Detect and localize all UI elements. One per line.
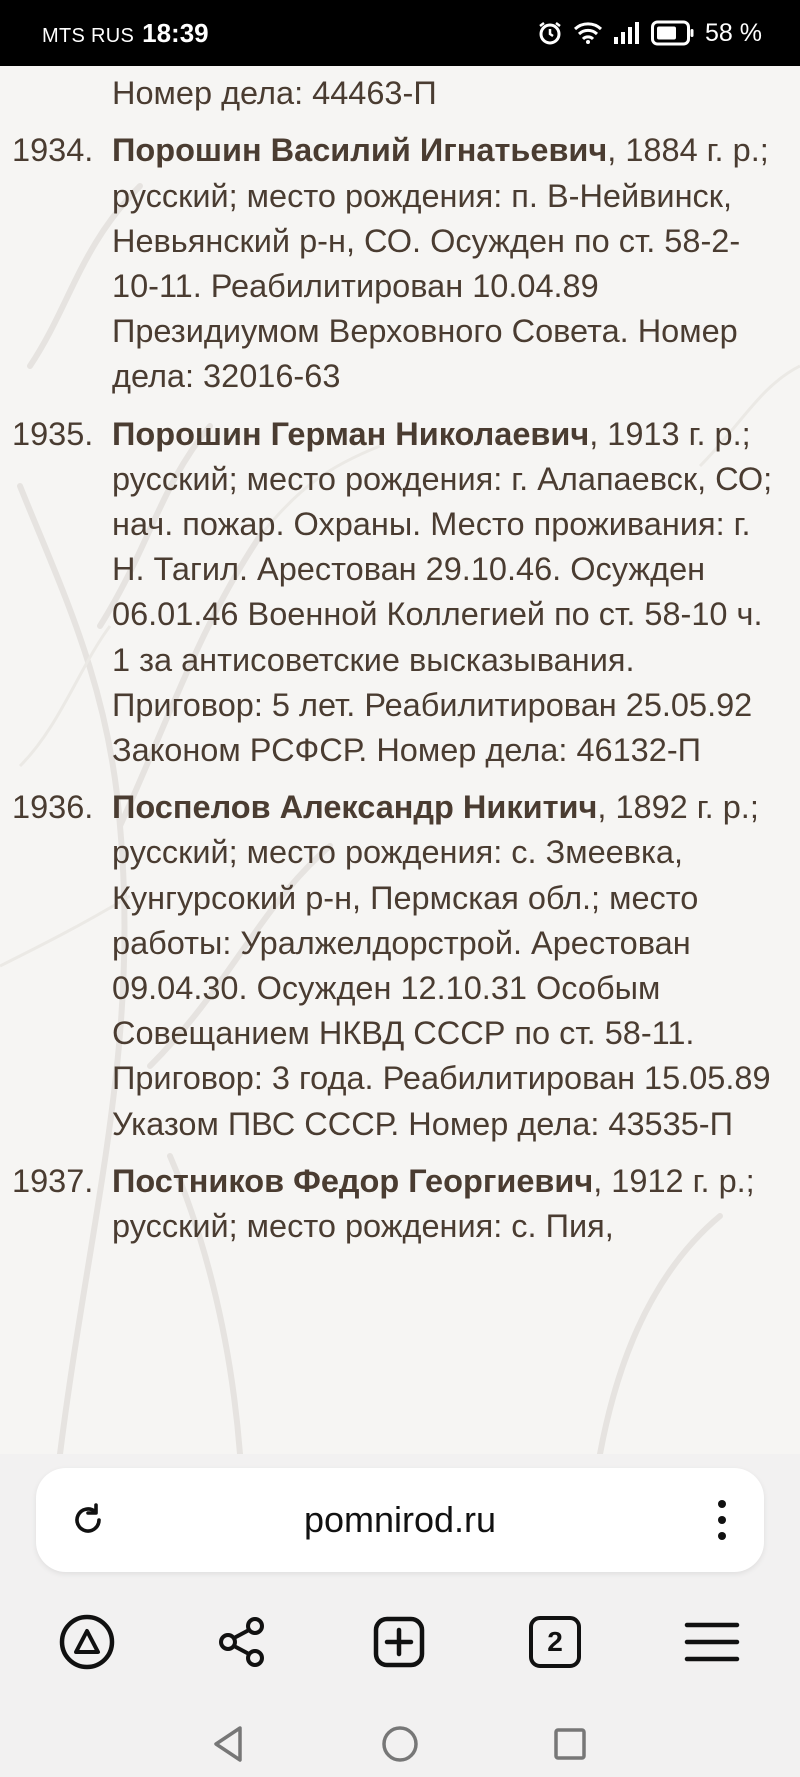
clock: 18:39 <box>142 17 209 48</box>
entry-number: 1934. <box>12 132 94 169</box>
recents-square-icon[interactable] <box>548 1722 592 1766</box>
entry-number: 1935. <box>12 415 94 452</box>
alice-assistant-icon[interactable] <box>47 1602 127 1682</box>
system-navigation-bar <box>0 1712 800 1772</box>
wifi-icon <box>573 21 603 45</box>
entry-details: , 1884 г. р.; русский; место рождения: п. В-Нейвинск, Невьянский р-н, СО. Осужден по ст. 58-2-10-11. Реабилитирован 10.04.89 Президиумом Верховного Совета. Номер дела: 32016-63 <box>112 132 769 395</box>
entry-number: 1937. <box>12 1162 94 1199</box>
battery-icon <box>651 20 695 46</box>
entry-name: Постников Федор Георгиевич <box>112 1162 594 1199</box>
entry-name: Порошин Герман Николаевич <box>112 415 590 452</box>
list-item <box>0 128 800 399</box>
entry-name: Порошин Василий Игнатьевич <box>112 132 608 169</box>
entry-details: , 1912 г. р.; русский; место рождения: с. Пия, <box>112 1162 755 1245</box>
alarm-icon <box>537 20 563 46</box>
list-item <box>0 785 800 1147</box>
add-tab-icon[interactable] <box>359 1602 439 1682</box>
victims-list <box>0 66 800 1261</box>
list-item <box>0 412 800 774</box>
entry-details: , 1913 г. р.; русский; место рождения: г. Алапаевск, СО; нач. пожар. Охраны. Место проживания: г. Н. Тагил. Арестован 29.10.46. Осужден 06.01.46 Военной Коллегией по ст. 58-10 ч. 1 за антисоветские высказывания. Приговор: 5 лет. Реабилитирован 25.05.92 Законом РСФСР. Номер дела: 46132-П <box>112 415 773 769</box>
list-item <box>0 1159 800 1249</box>
entry-details: Номер дела: 44463-П <box>112 75 437 112</box>
status-bar <box>0 0 800 66</box>
entry-number: 1936. <box>12 789 94 826</box>
tabs-icon[interactable] <box>515 1602 595 1682</box>
url-text[interactable]: pomnirod.ru <box>303 1499 497 1540</box>
share-icon[interactable] <box>202 1602 282 1682</box>
carrier-label: MTS RUS <box>42 24 135 47</box>
signal-icon <box>613 21 641 45</box>
browser-bottom-bar <box>0 1454 800 1777</box>
address-bar[interactable] <box>36 1468 764 1572</box>
entry-name: Поспелов Александр Никитич <box>112 789 598 826</box>
page-content[interactable] <box>0 66 800 1454</box>
tab-count: 2 <box>529 1616 581 1668</box>
entry-details: , 1892 г. р.; русский; место рождения: с. Змеевка, Кунгурсокий р-н, Пермская обл.; место работы: Уралжелдорстрой. Арестован 09.04.30. Осужден 12.10.31 Особым Совещанием НКВД СССР по ст. 58-11. Приговор: 3 года. Реабилитирован 15.05.89 Указом ПВС СССР. Номер дела: 43535-П <box>112 789 771 1142</box>
home-circle-icon[interactable] <box>378 1722 422 1766</box>
list-item <box>0 66 800 116</box>
back-triangle-icon[interactable] <box>206 1722 250 1766</box>
browser-toolbar <box>0 1602 800 1682</box>
more-vert-icon[interactable] <box>712 1498 732 1542</box>
hamburger-menu-icon[interactable] <box>672 1602 752 1682</box>
battery-percent: 58 % <box>705 18 762 47</box>
